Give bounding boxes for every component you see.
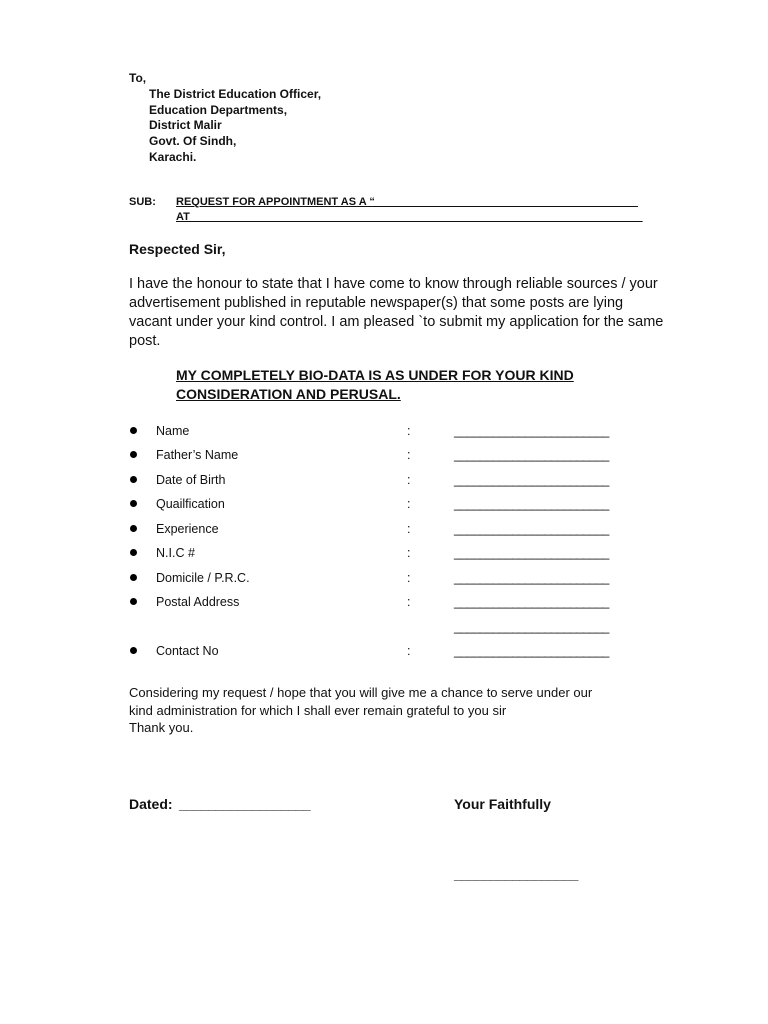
- field-blank-contact-no[interactable]: ________________________: [454, 644, 609, 658]
- field-colon: :: [407, 595, 411, 609]
- field-colon: :: [407, 497, 411, 511]
- field-colon: :: [407, 571, 411, 585]
- subject-line-2: AT__________________________________________________________________________: [176, 211, 643, 223]
- bullet-icon: [130, 476, 137, 483]
- field-blank-date-of-birth[interactable]: ________________________: [454, 473, 609, 487]
- field-label-contact-no: Contact No: [156, 644, 219, 658]
- field-label-postal-address: Postal Address: [156, 595, 240, 609]
- bullet-icon: [130, 598, 137, 605]
- bullet-icon: [130, 525, 137, 532]
- biodata-heading: MY COMPLETELY BIO-DATA IS AS UNDER FOR YOUR KIND CONSIDERATION AND PERUSAL.: [176, 367, 574, 402]
- field-blank-qualification[interactable]: ________________________: [454, 497, 609, 511]
- dated-blank[interactable]: __________________: [179, 796, 311, 812]
- field-blank-domicile[interactable]: ________________________: [454, 571, 609, 585]
- address-line: Karachi.: [149, 150, 197, 164]
- field-colon: :: [407, 546, 411, 560]
- field-label-qualification: Quailfication: [156, 497, 225, 511]
- field-blank-nic[interactable]: ________________________: [454, 546, 609, 560]
- bullet-icon: [130, 549, 137, 556]
- field-colon: :: [407, 522, 411, 536]
- closing-line-1: Considering my request / hope that you will give me a chance to serve under our: [129, 685, 593, 700]
- field-blank-postal-address[interactable]: ________________________: [454, 595, 609, 609]
- field-label-name: Name: [156, 424, 190, 438]
- address-to: To,: [129, 71, 147, 85]
- bullet-icon: [130, 500, 137, 507]
- bullet-icon: [130, 574, 137, 581]
- field-blank-name[interactable]: ________________________: [454, 424, 609, 438]
- address-line: District Malir: [149, 118, 222, 132]
- bullet-icon: [130, 427, 137, 434]
- dated-label: Dated:: [129, 796, 173, 812]
- closing-line-2: kind administration for which I shall ever remain grateful to you sir: [129, 703, 507, 718]
- address-line: Govt. Of Sindh,: [149, 134, 237, 148]
- intro-paragraph: I have the honour to state that I have come to know through reliable sources / your advertisement published in reputable newspaper(s) that some posts are lying vacant under your kind control. I am pleased `to submit my application for the same post.: [129, 276, 664, 349]
- bullet-icon: [130, 647, 137, 654]
- greeting: Respected Sir,: [129, 241, 226, 257]
- subject-line-1: REQUEST FOR APPOINTMENT AS A “___________________________________________: [176, 196, 638, 208]
- closing-thanks: Thank you.: [129, 720, 194, 735]
- address-line: The District Education Officer,: [149, 87, 322, 101]
- field-label-experience: Experience: [156, 522, 219, 536]
- field-colon: :: [407, 448, 411, 462]
- field-label-date-of-birth: Date of Birth: [156, 473, 226, 487]
- bullet-icon: [130, 451, 137, 458]
- field-blank-experience[interactable]: ________________________: [454, 522, 609, 536]
- field-colon: :: [407, 473, 411, 487]
- field-colon: :: [407, 644, 411, 658]
- address-line: Education Departments,: [149, 103, 288, 117]
- signoff: Your Faithfully: [454, 796, 551, 812]
- field-label-nic: N.I.C #: [156, 546, 195, 560]
- field-colon: :: [407, 424, 411, 438]
- field-label-fathers-name: Father’s Name: [156, 448, 239, 462]
- field-label-domicile: Domicile / P.R.C.: [156, 571, 250, 585]
- field-blank-postal-address-2[interactable]: ________________________: [454, 620, 609, 634]
- subject-label: SUB:: [129, 196, 156, 208]
- field-blank-fathers-name[interactable]: ________________________: [454, 448, 609, 462]
- signature-blank[interactable]: _________________: [454, 866, 578, 882]
